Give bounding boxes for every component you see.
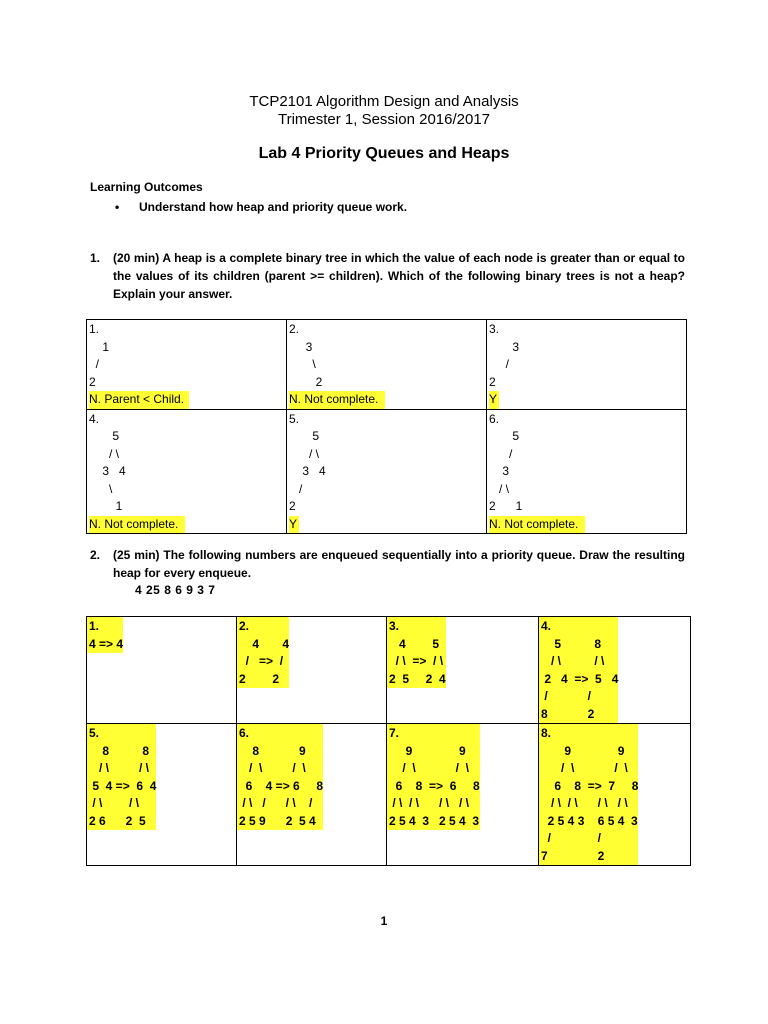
course-title: TCP2101 Algorithm Design and Analysis bbox=[249, 93, 519, 110]
learning-outcome-text: Understand how heap and priority queue work. bbox=[139, 200, 408, 214]
answer-highlight: N. Not complete. bbox=[289, 391, 385, 409]
enqueue-step-1: 1. 4 => 4 bbox=[87, 617, 237, 724]
enqueue-step-8: 8. 9 9 / \ / \ 6 8 => 7 8 / \ / \ / \ / \ 2 5 4 3 6 5 4 3 / / 7 2 bbox=[539, 724, 691, 866]
answer-highlight: N. Parent < Child. bbox=[89, 391, 189, 409]
tree-diagram: 4 4 / => / 2 2 bbox=[239, 636, 290, 686]
answer-highlight: Y bbox=[489, 391, 499, 409]
bullet-icon: • bbox=[115, 200, 120, 214]
answer-highlight: N. Not complete. bbox=[489, 516, 585, 534]
tree-diagram: 5 / \ 3 4 / 2 bbox=[289, 429, 326, 513]
question-1-number: 1. bbox=[90, 251, 101, 265]
table-row bbox=[87, 320, 687, 410]
learning-outcome-item bbox=[115, 200, 407, 214]
session-title: Trimester 1, Session 2016/2017 bbox=[277, 111, 491, 128]
heap-check-cell-3: 3. 3 / 2 Y bbox=[487, 320, 687, 410]
tree-diagram: 5 / 3 / \ 2 1 bbox=[489, 429, 523, 513]
table-row bbox=[87, 409, 687, 534]
lab-title: Lab 4 Priority Queues and Heaps bbox=[258, 145, 510, 162]
heap-check-cell-4: 4. 5 / \ 3 4 \ 1 N. Not complete. bbox=[87, 409, 287, 534]
question-1 bbox=[90, 249, 685, 303]
enqueue-step-6: 6. 8 9 / \ / \ 6 4 => 6 8 / \ / / \ / 2 5 9 2 5 4 bbox=[237, 724, 387, 866]
question-1-text: (20 min) A heap is a complete binary tree in which the value of each node is greater than or equal to the values of its children (parent >= children). Which of the following binary trees is not a heap? Explain your answer. bbox=[113, 251, 685, 301]
table-row bbox=[87, 617, 691, 724]
answer-highlight: N. Not complete. bbox=[89, 516, 185, 534]
enqueue-step-3: 3. 4 5 / \ => / \ 2 5 2 4 bbox=[387, 617, 539, 724]
heap-check-cell-6: 6. 5 / 3 / \ 2 1 N. Not complete. bbox=[487, 409, 687, 534]
question-2-number: 2. bbox=[90, 548, 101, 562]
tree-diagram: 4 => 4 bbox=[89, 636, 124, 651]
tree-diagram: 9 9 / \ / \ 6 8 => 7 8 / \ / \ / \ / \ 2 5 4 3 6 5 4 3 / / 7 2 bbox=[541, 743, 639, 863]
enqueue-step-2: 2. 4 4 / => / 2 2 bbox=[237, 617, 387, 724]
question-2-text: (25 min) The following numbers are enqueued sequentially into a priority queue. Draw the resulting heap for every enqueue. bbox=[113, 548, 685, 580]
tree-diagram: 1 / 2 bbox=[89, 339, 110, 389]
question-2 bbox=[90, 546, 685, 582]
tree-diagram: 5 / \ 3 4 \ 1 bbox=[102, 429, 126, 513]
enqueue-step-7: 7. 9 9 / \ / \ 6 8 => 6 8 / \ / \ / \ / \ 2 5 4 3 2 5 4 3 bbox=[387, 724, 539, 866]
tree-diagram: 3 / 2 bbox=[489, 339, 520, 389]
enqueue-step-5: 5. 8 8 / \ / \ 5 4 => 6 4 / \ / \ 2 6 2 5 bbox=[87, 724, 237, 866]
heap-check-table bbox=[86, 319, 687, 534]
heap-build-table bbox=[86, 616, 691, 866]
heap-check-cell-5: 5. 5 / \ 3 4 / 2 Y bbox=[287, 409, 487, 534]
learning-outcomes-heading: Learning Outcomes bbox=[90, 180, 203, 194]
answer-highlight: Y bbox=[289, 516, 299, 534]
tree-diagram: 4 5 / \ => / \ 2 5 2 4 bbox=[389, 636, 446, 686]
page-number: 1 bbox=[380, 914, 388, 928]
heap-check-cell-2: 2. 3 \ 2 N. Not complete. bbox=[287, 320, 487, 410]
tree-diagram: 9 9 / \ / \ 6 8 => 6 8 / \ / \ / \ / \ 2 5 4 3 2 5 4 3 bbox=[389, 743, 480, 828]
tree-diagram: 8 9 / \ / \ 6 4 => 6 8 / \ / / \ / 2 5 9 2 5 4 bbox=[239, 743, 324, 828]
tree-diagram: 3 \ 2 bbox=[305, 339, 323, 389]
tree-diagram: 5 8 / \ / \ 2 4 => 5 4 / / 8 2 bbox=[541, 636, 619, 721]
table-row bbox=[87, 724, 691, 866]
heap-check-cell-1: 1. 1 / 2 N. Parent < Child. bbox=[87, 320, 287, 410]
tree-diagram: 8 8 / \ / \ 5 4 => 6 4 / \ / \ 2 6 2 5 bbox=[89, 743, 157, 828]
enqueue-sequence: 4 25 8 6 9 3 7 bbox=[135, 583, 216, 597]
enqueue-step-4: 4. 5 8 / \ / \ 2 4 => 5 4 / / 8 2 bbox=[539, 617, 691, 724]
